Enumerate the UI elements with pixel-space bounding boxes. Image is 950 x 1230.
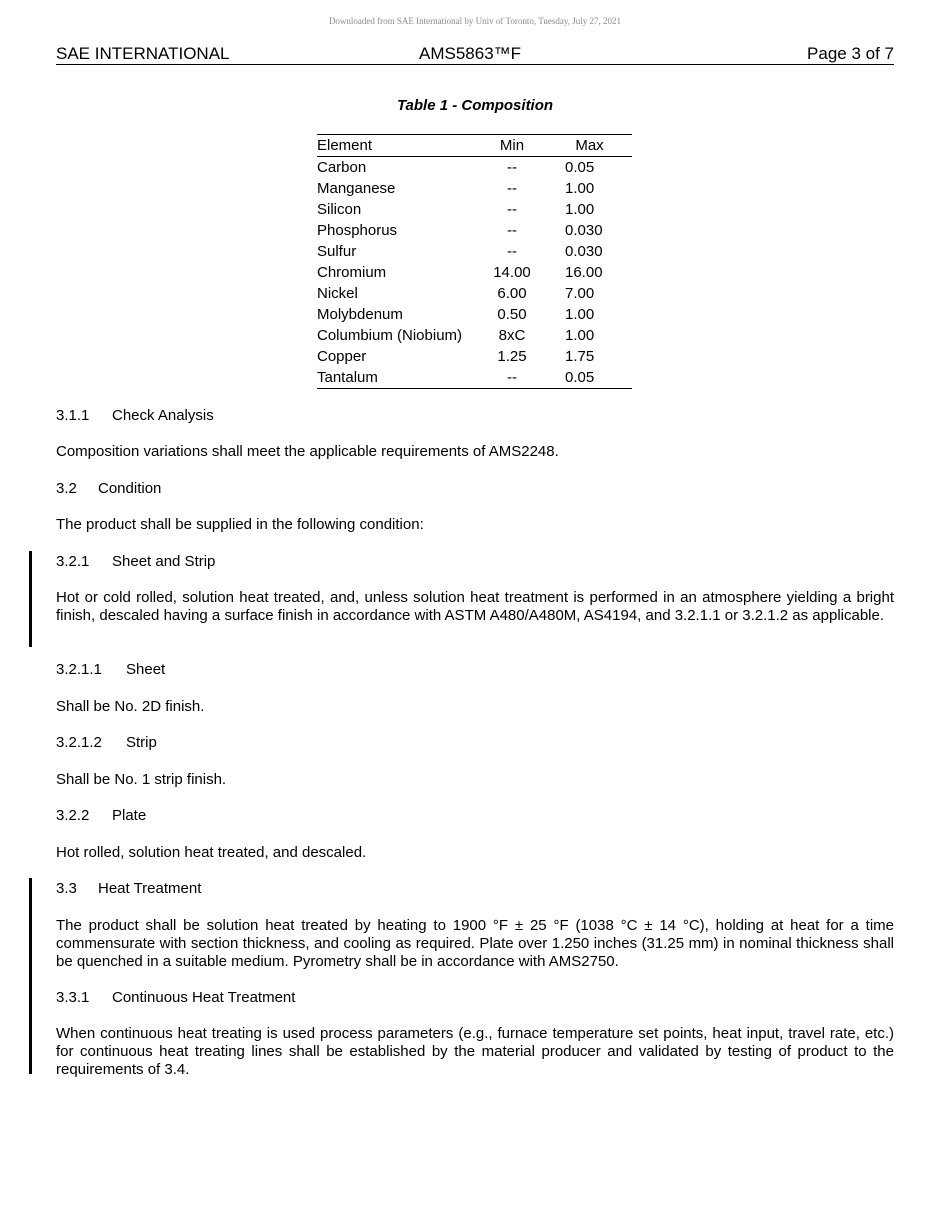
min-cell: 1.25: [497, 348, 527, 365]
section-title: Sheet: [126, 661, 166, 678]
section-title: Plate: [112, 807, 147, 824]
page-header: [56, 44, 894, 65]
paragraph-3-2-1-1: Shall be No. 2D finish.: [56, 698, 205, 715]
section-title: Condition: [98, 480, 162, 497]
section-number: 3.2.1: [56, 553, 90, 570]
paragraph-3-2-2: Hot rolled, solution heat treated, and descaled.: [56, 844, 367, 861]
column-header-max: Max: [547, 135, 632, 157]
composition-table: [317, 134, 632, 389]
table-row: [317, 157, 632, 179]
change-bar: [29, 878, 32, 1074]
download-watermark: Downloaded from SAE International by Univ of Toronto, Tuesday, July 27, 2021: [328, 16, 622, 26]
section-number: 3.3.1: [56, 989, 90, 1006]
max-cell: 0.030: [565, 243, 603, 260]
table-row: [317, 346, 632, 367]
min-cell: --: [507, 201, 517, 218]
header-org: SAE INTERNATIONAL: [56, 44, 230, 63]
element-cell: Silicon: [317, 201, 362, 218]
paragraph-3-2-1-2: Shall be No. 1 strip finish.: [56, 771, 227, 788]
min-cell: --: [507, 369, 517, 386]
paragraph-3-2-1: Hot or cold rolled, solution heat treated, and, unless solution heat treatment is performed in an atmosphere yielding a bright finish, descaled having a surface finish in accordance with ASTM A480/A480M, AS4194, and 3.2.1.1 or 3.2.1.2 as applicable.: [56, 589, 894, 624]
paragraph-3-2: The product shall be supplied in the following condition:: [56, 516, 424, 533]
max-cell: 1.00: [565, 180, 595, 197]
min-cell: --: [507, 222, 517, 239]
element-cell: Phosphorus: [317, 222, 398, 239]
table-row: [317, 199, 632, 220]
max-cell: 16.00: [565, 264, 603, 281]
element-cell: Sulfur: [317, 243, 357, 260]
table-row: [317, 283, 632, 304]
table-row: [317, 367, 632, 389]
header-page-number: Page 3 of 7: [807, 44, 894, 63]
section-title: Strip: [126, 734, 157, 751]
table-row: [317, 178, 632, 199]
table-row: [317, 262, 632, 283]
section-number: 3.3: [56, 880, 77, 897]
max-cell: 0.030: [565, 222, 603, 239]
section-title: Continuous Heat Treatment: [112, 989, 296, 1006]
change-bar: [29, 551, 32, 647]
section-number: 3.2.1.2: [56, 734, 102, 751]
column-header-element: Element: [317, 135, 477, 157]
max-cell: 0.05: [565, 369, 595, 386]
min-cell: 14.00: [493, 264, 531, 281]
max-cell: 0.05: [565, 159, 595, 176]
element-cell: Nickel: [317, 285, 358, 302]
section-number: 3.1.1: [56, 407, 90, 424]
element-cell: Columbium (Niobium): [317, 327, 463, 344]
column-header-min: Min: [477, 135, 547, 157]
section-title: Sheet and Strip: [112, 553, 216, 570]
max-cell: 1.00: [565, 201, 595, 218]
min-cell: 0.50: [497, 306, 527, 323]
max-cell: 7.00: [565, 285, 595, 302]
section-heading-3-3: [56, 880, 894, 898]
min-cell: 6.00: [497, 285, 527, 302]
min-cell: --: [507, 243, 517, 260]
element-cell: Carbon: [317, 159, 367, 176]
paragraph-3-3-1: When continuous heat treating is used process parameters (e.g., furnace temperature set points, heat input, travel rate, etc.) for continuous heat treating lines shall be established by the material producer and validated by testing of product to the requirements of 3.4.: [56, 1025, 894, 1078]
table-row: [317, 241, 632, 262]
element-cell: Chromium: [317, 264, 387, 281]
section-heading-3-2-2: [56, 807, 894, 825]
paragraph-3-1-1: Composition variations shall meet the applicable requirements of AMS2248.: [56, 443, 559, 460]
table-row: [317, 304, 632, 325]
table-header-row: [317, 135, 632, 157]
section-heading-3-3-1: [56, 989, 894, 1007]
section-title: Check Analysis: [112, 407, 214, 424]
section-heading-3-2-1: [56, 553, 894, 571]
paragraph-3-3: The product shall be solution heat treated by heating to 1900 °F ± 25 °F (1038 °C ± 14 °C), holding at heat for a time commensurate with section thickness, and cooling as required. Plate over 1.250 inches (31.25 mm) in nominal thickness shall be quenched in a suitable medium. Pyrometry shall be in accordance with AMS2750.: [56, 917, 894, 970]
header-document-number: AMS5863™F: [419, 44, 522, 63]
section-heading-3-2: [56, 480, 894, 498]
min-cell: 8xC: [498, 327, 526, 344]
element-cell: Tantalum: [317, 369, 378, 386]
section-number: 3.2: [56, 480, 77, 497]
min-cell: --: [507, 180, 517, 197]
section-heading-3-2-1-2: [56, 734, 894, 752]
table-row: [317, 325, 632, 346]
max-cell: 1.00: [565, 327, 595, 344]
section-number: 3.2.1.1: [56, 661, 102, 678]
section-number: 3.2.2: [56, 807, 90, 824]
min-cell: --: [507, 159, 517, 176]
section-title: Heat Treatment: [98, 880, 202, 897]
max-cell: 1.00: [565, 306, 595, 323]
section-heading-3-2-1-1: [56, 661, 894, 679]
element-cell: Molybdenum: [317, 306, 403, 323]
max-cell: 1.75: [565, 348, 595, 365]
table-row: [317, 220, 632, 241]
section-heading-3-1-1: [56, 407, 894, 425]
table-title: Table 1 - Composition: [396, 97, 554, 114]
element-cell: Manganese: [317, 180, 396, 197]
element-cell: Copper: [317, 348, 367, 365]
